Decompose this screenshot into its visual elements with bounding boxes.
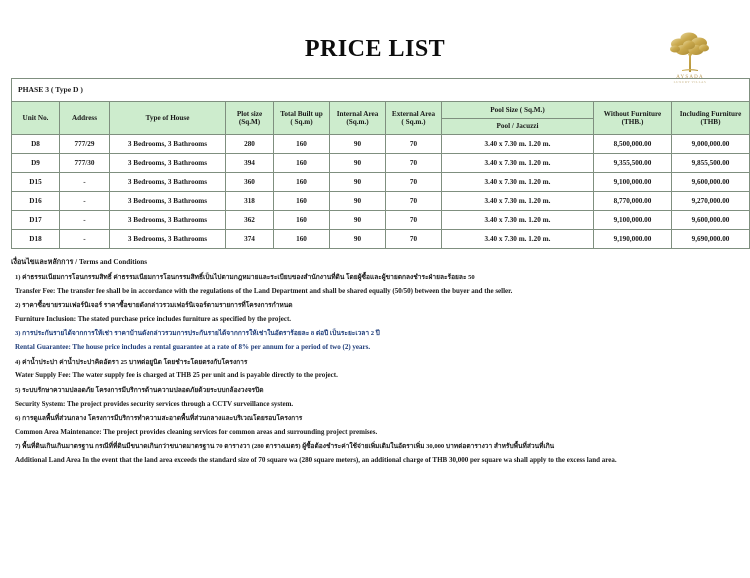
cell-type-of-house: 3 Bedrooms, 3 Bathrooms (110, 230, 226, 249)
cell-internal-area: 90 (330, 192, 386, 211)
cell-without-furniture: 8,770,000.00 (594, 192, 672, 211)
cell-type-of-house: 3 Bedrooms, 3 Bathrooms (110, 192, 226, 211)
cell-pool-jacuzzi: 3.40 x 7.30 m. 1.20 m. (442, 211, 594, 230)
col-header-including-furniture-line1: Including Furniture (679, 109, 742, 118)
col-header-external-area-line1: External Area (391, 109, 436, 118)
cell-pool-jacuzzi: 3.40 x 7.30 m. 1.20 m. (442, 154, 594, 173)
price-table-container (11, 78, 742, 249)
cell-external-area: 70 (386, 230, 442, 249)
cell-external-area: 70 (386, 135, 442, 154)
cell-internal-area: 90 (330, 211, 386, 230)
term-item-7-english: Additional Land Area In the event that the land area exceeds the standard size of 70 square wa (280 square meters), an additional charge of THB 30,000 per square wa shall apply to the excess land area. (15, 456, 617, 465)
table-row (12, 192, 750, 211)
col-header-plot-size-line1: Plot size (236, 109, 263, 118)
cell-internal-area: 90 (330, 154, 386, 173)
cell-pool-jacuzzi: 3.40 x 7.30 m. 1.20 m. (442, 173, 594, 192)
cell-including-furniture: 9,000,000.00 (672, 135, 750, 154)
col-header-without-furniture-line1: Without Furniture (603, 109, 662, 118)
brand-subtitle: LUXURY VILLAS (673, 80, 707, 84)
term-item-7-thai: 7) พื้นที่ดินเกินเกินมาตรฐาน กรณีที่ที่ดินมีขนาดเกินกว่าขนาดมาตรฐาน 70 ตารางวา (280 ตารางเมตร) ผู้ซื้อต้องชำระค่าใช้จ่ายเพิ่มเติมในอัตราเพิ่ม 30,000 บาทต่อตารางวา สำหรับพื้นที่ส่วนที่เกิน (15, 443, 555, 451)
col-header-without-furniture-line2: (THB.) (621, 118, 644, 126)
col-header-address: Address (60, 102, 110, 135)
cell-pool-jacuzzi: 3.40 x 7.30 m. 1.20 m. (442, 192, 594, 211)
cell-pool-jacuzzi: 3.40 x 7.30 m. 1.20 m. (442, 230, 594, 249)
cell-unit-no: D8 (12, 135, 60, 154)
cell-plot-size: 394 (226, 154, 274, 173)
cell-including-furniture: 9,855,500.00 (672, 154, 750, 173)
term-item-6 (11, 415, 739, 436)
brand-name: AYSADA (676, 75, 704, 80)
term-item-3-thai: 3) การประกันรายได้จากการให้เช่า ราคาบ้านดังกล่าวรวมการประกันรายได้จากการให้เช่าในอัตราร้อยละ 8 ต่อปี เป็นระยะเวลา 2 ปี (15, 330, 380, 338)
brand-logo (654, 30, 726, 86)
term-item-4 (11, 359, 739, 380)
cell-without-furniture: 9,355,500.00 (594, 154, 672, 173)
cell-total-built-up: 160 (274, 192, 330, 211)
col-header-internal-area (330, 102, 386, 135)
cell-including-furniture: 9,600,000.00 (672, 173, 750, 192)
term-item-4-english: Water Supply Fee: The water supply fee is charged at THB 25 per unit and is payable directly to the project. (15, 371, 338, 380)
phase-label: PHASE 3 ( Type D ) (12, 79, 750, 102)
cell-plot-size: 360 (226, 173, 274, 192)
cell-external-area: 70 (386, 154, 442, 173)
term-item-2 (11, 302, 739, 323)
cell-including-furniture: 9,600,000.00 (672, 211, 750, 230)
table-body (12, 135, 750, 249)
cell-without-furniture: 9,100,000.00 (594, 211, 672, 230)
table-row (12, 173, 750, 192)
table-row (12, 154, 750, 173)
cell-unit-no: D15 (12, 173, 60, 192)
term-item-5 (11, 387, 739, 408)
col-header-total-built-up-line2: ( Sq.m) (290, 118, 313, 126)
term-item-6-english: Common Area Maintenance: The project provides cleaning services for common areas and surrounding project premises. (15, 428, 378, 437)
terms-and-conditions-section (11, 258, 739, 465)
cell-unit-no: D17 (12, 211, 60, 230)
cell-plot-size: 318 (226, 192, 274, 211)
col-header-plot-size (226, 102, 274, 135)
col-header-plot-size-line2: (Sq.M) (238, 118, 261, 126)
cell-unit-no: D9 (12, 154, 60, 173)
cell-plot-size: 374 (226, 230, 274, 249)
cell-including-furniture: 9,690,000.00 (672, 230, 750, 249)
term-item-2-thai: 2) ราคาซื้อขายรวมเฟอร์นิเจอร์ ราคาซื้อขายดังกล่าวรวมเฟอร์นิเจอร์ตามรายการที่โครงการกำหนด (15, 301, 293, 309)
table-row (12, 230, 750, 249)
col-header-pool-size: Pool Size ( Sq.M.) (442, 102, 594, 119)
cell-without-furniture: 8,500,000.00 (594, 135, 672, 154)
term-item-1-thai: 1) ค่าธรรมเนียมการโอนกรรมสิทธิ์ ค่าธรรมเนียมการโอนกรรมสิทธิ์เป็นไปตามกฎหมายและระเบียบของสำนักงานที่ดิน โดยผู้ซื้อและผู้ขายตกลงชำระฝ่ายละร้อยละ 50 (15, 273, 475, 281)
term-item-5-english: Security System: The project provides security services through a CCTV surveillance system. (15, 399, 294, 408)
term-item-1-english: Transfer Fee: The transfer fee shall be in accordance with the regulations of the Land Department and shall be shared equally (50/50) between the buyer and the seller. (15, 286, 513, 295)
cell-total-built-up: 160 (274, 230, 330, 249)
cell-total-built-up: 160 (274, 135, 330, 154)
table-row (12, 211, 750, 230)
cell-address: 777/29 (60, 135, 110, 154)
term-item-5-thai: 5) ระบบรักษาความปลอดภัย โครงการมีบริการด้านความปลอดภัยด้วยระบบกล้องวงจรปิด (15, 386, 264, 394)
term-item-6-thai: 6) การดูแลพื้นที่ส่วนกลาง โครงการมีบริการทำความสะอาดพื้นที่ส่วนกลางและบริเวณโดยรอบโครงการ (15, 415, 303, 423)
cell-internal-area: 90 (330, 230, 386, 249)
cell-external-area: 70 (386, 192, 442, 211)
col-header-total-built-up-line1: Total Built up (280, 109, 323, 118)
col-header-without-furniture (594, 102, 672, 135)
cell-without-furniture: 9,190,000.00 (594, 230, 672, 249)
page-title: PRICE LIST (304, 36, 446, 62)
cell-external-area: 70 (386, 173, 442, 192)
term-item-3 (11, 330, 739, 351)
cell-address: - (60, 211, 110, 230)
cell-total-built-up: 160 (274, 173, 330, 192)
col-header-pool-jacuzzi: Pool / Jacuzzi (442, 118, 594, 135)
cell-unit-no: D18 (12, 230, 60, 249)
table-row (12, 135, 750, 154)
cell-type-of-house: 3 Bedrooms, 3 Bathrooms (110, 135, 226, 154)
col-header-external-area-line2: ( Sq.m.) (401, 118, 426, 126)
terms-title: เงื่อนไขและหลักการ / Terms and Conditions (11, 258, 147, 266)
cell-internal-area: 90 (330, 173, 386, 192)
cell-including-furniture: 9,270,000.00 (672, 192, 750, 211)
cell-external-area: 70 (386, 211, 442, 230)
cell-internal-area: 90 (330, 135, 386, 154)
cell-pool-jacuzzi: 3.40 x 7.30 m. 1.20 m. (442, 135, 594, 154)
cell-total-built-up: 160 (274, 211, 330, 230)
cell-plot-size: 362 (226, 211, 274, 230)
tree-logo-icon (662, 30, 718, 74)
col-header-type-of-house: Type of House (110, 102, 226, 135)
term-item-1 (11, 274, 739, 295)
table-phase-row (12, 79, 750, 102)
cell-type-of-house: 3 Bedrooms, 3 Bathrooms (110, 211, 226, 230)
col-header-total-built-up (274, 102, 330, 135)
cell-type-of-house: 3 Bedrooms, 3 Bathrooms (110, 173, 226, 192)
term-item-7 (11, 443, 739, 464)
cell-address: - (60, 192, 110, 211)
cell-address: - (60, 230, 110, 249)
col-header-including-furniture-line2: (THB) (700, 118, 721, 126)
cell-plot-size: 280 (226, 135, 274, 154)
col-header-internal-area-line2: (Sq.m.) (346, 118, 369, 126)
page-header (0, 0, 750, 84)
col-header-internal-area-line1: Internal Area (336, 109, 379, 118)
cell-address: - (60, 173, 110, 192)
cell-unit-no: D16 (12, 192, 60, 211)
cell-without-furniture: 9,100,000.00 (594, 173, 672, 192)
price-table (11, 78, 750, 249)
term-item-2-english: Furniture Inclusion: The stated purchase price includes furniture as specified by the project. (15, 314, 292, 323)
col-header-external-area (386, 102, 442, 135)
term-item-4-thai: 4) ค่าน้ำประปา ค่าน้ำประปาคิดอัตรา 25 บาทต่อยูนิต โดยชำระโดยตรงกับโครงการ (15, 358, 248, 366)
table-header-row-1 (12, 102, 750, 119)
col-header-including-furniture (672, 102, 750, 135)
cell-address: 777/30 (60, 154, 110, 173)
cell-total-built-up: 160 (274, 154, 330, 173)
col-header-unit-no: Unit No. (12, 102, 60, 135)
term-item-3-english: Rental Guarantee: The house price includes a rental guarantee at a rate of 8% per annum for a period of two (2) years. (15, 343, 371, 352)
cell-type-of-house: 3 Bedrooms, 3 Bathrooms (110, 154, 226, 173)
